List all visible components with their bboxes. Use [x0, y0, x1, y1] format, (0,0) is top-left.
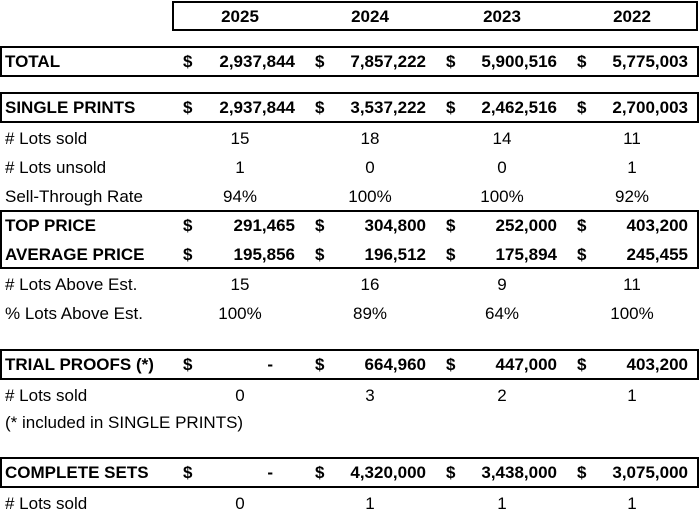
cs-lots-sold-2025: 0	[235, 494, 245, 513]
sp-sell-through-2025: 94%	[222, 187, 258, 206]
average-price-2024: $ 196,512	[315, 245, 426, 264]
average-price-row	[0, 240, 699, 269]
trial-proofs-2023: $ 447,000	[446, 355, 557, 374]
cs-lots-sold-2022: 1	[627, 494, 637, 513]
lots-above-2023: 9	[497, 275, 507, 294]
sp-sell-through-2023: 100%	[480, 187, 524, 206]
lots-above-2024: 16	[360, 275, 380, 294]
cs-lots-sold-row	[0, 489, 699, 518]
tp-lots-sold-2023: 2	[497, 386, 507, 405]
sp-lots-unsold-row	[0, 153, 699, 182]
single-prints-2022: $ 2,700,003	[577, 98, 688, 117]
sp-lots-unsold-2024: 0	[365, 158, 375, 177]
top-price-2022: $ 403,200	[577, 216, 688, 235]
average-price-2025: $ 195,856	[183, 245, 295, 264]
year-2023: 2023	[483, 7, 521, 26]
total-2022: $ 5,775,003	[577, 52, 688, 71]
top-price-label: TOP PRICE	[5, 216, 97, 235]
tp-lots-sold-2025: 0	[235, 386, 245, 405]
complete-sets-2025: $ -	[183, 463, 273, 482]
year-2024: 2024	[351, 7, 389, 26]
sp-sell-through-2024: 100%	[348, 187, 392, 206]
sp-sell-through-label: Sell-Through Rate	[5, 187, 143, 206]
sp-lots-sold-2025: 15	[230, 129, 250, 148]
sp-lots-sold-2022: 11	[623, 129, 641, 148]
pct-above-2025: 100%	[218, 304, 262, 323]
average-price-2022: $ 245,455	[577, 245, 688, 264]
cs-lots-sold-2023: 1	[497, 494, 507, 513]
single-prints-2024: $ 3,537,222	[315, 98, 426, 117]
lots-above-row	[0, 270, 699, 299]
trial-proofs-row	[0, 350, 699, 379]
sp-lots-sold-2024: 18	[360, 129, 380, 148]
sp-lots-unsold-2023: 0	[497, 158, 507, 177]
tp-lots-sold-2024: 3	[365, 386, 375, 405]
top-price-2024: $ 304,800	[315, 216, 426, 235]
pct-above-label: % Lots Above Est.	[5, 304, 143, 323]
sp-lots-unsold-label: # Lots unsold	[5, 158, 107, 177]
single-prints-label: SINGLE PRINTS	[5, 98, 136, 117]
sp-lots-sold-2023: 14	[492, 129, 512, 148]
sp-lots-unsold-2022: 1	[627, 158, 637, 177]
total-row	[0, 47, 699, 76]
average-price-2023: $ 175,894	[446, 245, 557, 264]
cs-lots-sold-label: # Lots sold	[5, 494, 88, 513]
single-prints-row	[0, 93, 699, 122]
year-header-row	[0, 2, 699, 31]
single-prints-2023: $ 2,462,516	[446, 98, 557, 117]
tp-lots-sold-label: # Lots sold	[5, 386, 88, 405]
trial-proofs-note: (* included in SINGLE PRINTS)	[5, 413, 244, 432]
cs-lots-sold-2024: 1	[365, 494, 375, 513]
complete-sets-row	[0, 458, 699, 487]
complete-sets-label: COMPLETE SETS	[5, 463, 149, 482]
lots-above-2025: 15	[230, 275, 250, 294]
top-price-row	[0, 211, 699, 240]
total-2025: $ 2,937,844	[183, 52, 295, 71]
top-price-2025: $ 291,465	[183, 216, 295, 235]
sp-lots-sold-label: # Lots sold	[5, 129, 88, 148]
sp-lots-sold-row	[0, 124, 699, 153]
complete-sets-2024: $ 4,320,000	[315, 463, 426, 482]
single-prints-2025: $ 2,937,844	[183, 98, 295, 117]
sp-sell-through-2022: 92%	[614, 187, 650, 206]
pct-above-row	[0, 299, 699, 328]
year-2022: 2022	[613, 7, 651, 26]
trial-proofs-2025: $ -	[183, 355, 273, 374]
trial-proofs-label: TRIAL PROOFS (*)	[5, 355, 154, 374]
complete-sets-2022: $ 3,075,000	[577, 463, 688, 482]
lots-above-label: # Lots Above Est.	[5, 275, 138, 294]
total-2023: $ 5,900,516	[446, 52, 557, 71]
sp-lots-unsold-2025: 1	[235, 158, 245, 177]
tp-lots-sold-row	[0, 381, 699, 410]
top-price-2023: $ 252,000	[446, 216, 557, 235]
sp-sell-through-row	[0, 182, 699, 211]
complete-sets-2023: $ 3,438,000	[446, 463, 557, 482]
tp-lots-sold-2022: 1	[627, 386, 637, 405]
pct-above-2024: 89%	[352, 304, 388, 323]
pct-above-2023: 64%	[484, 304, 520, 323]
trial-proofs-2024: $ 664,960	[315, 355, 426, 374]
total-2024: $ 7,857,222	[315, 52, 426, 71]
year-2025: 2025	[221, 7, 259, 26]
trial-proofs-2022: $ 403,200	[577, 355, 688, 374]
lots-above-2022: 11	[623, 275, 641, 294]
total-label: TOTAL	[5, 52, 61, 71]
average-price-label: AVERAGE PRICE	[5, 245, 145, 264]
pct-above-2022: 100%	[610, 304, 654, 323]
